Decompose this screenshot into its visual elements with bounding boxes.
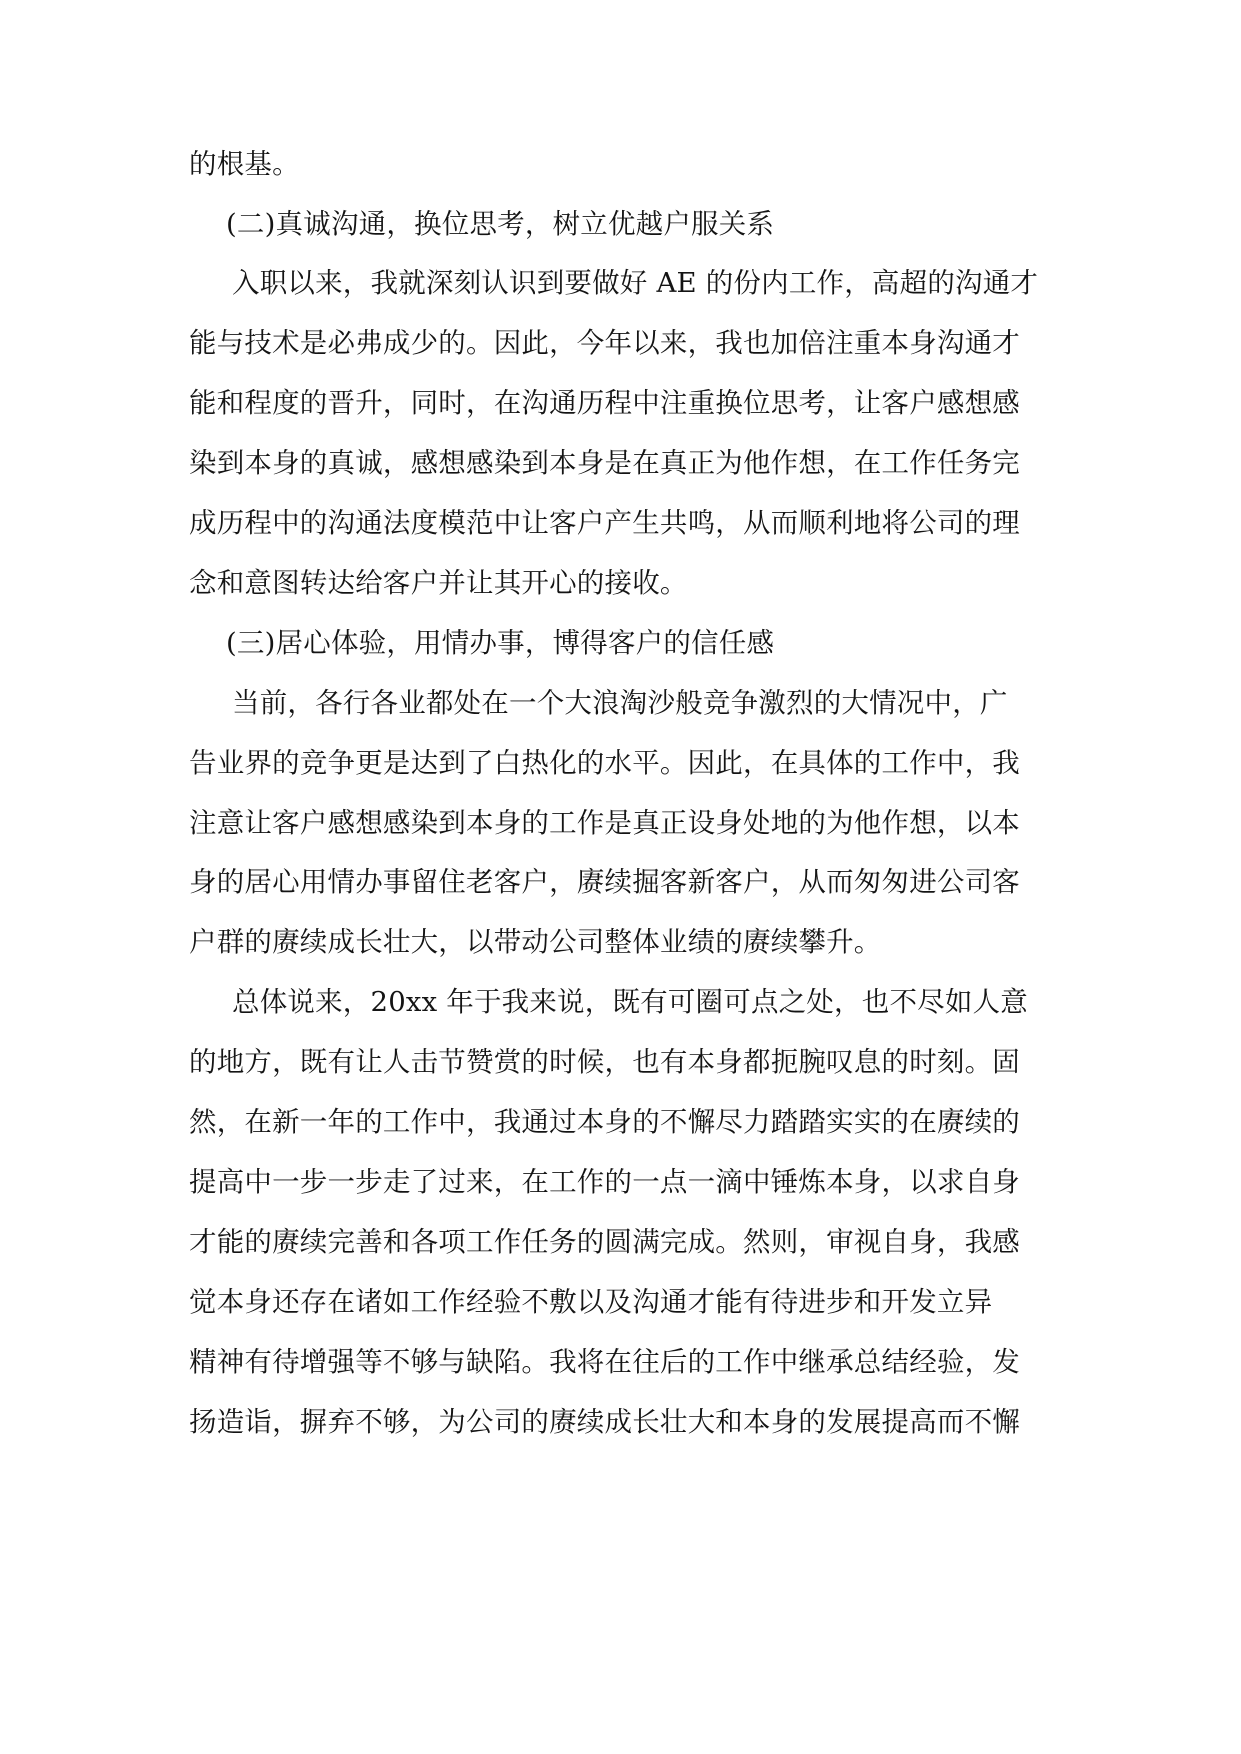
section-heading-text: (二)真诚沟通，换位思考，树立优越户服关系 xyxy=(226,208,775,240)
text-line xyxy=(0,1282,1241,1322)
text-line xyxy=(0,323,1241,363)
text-line-content: 告业界的竞争更是达到了白热化的水平。因此，在具体的工作中，我 xyxy=(189,747,1020,779)
text-line-content: 能和程度的晋升，同时，在沟通历程中注重换位思考，让客户感想感 xyxy=(189,387,1020,419)
text-line xyxy=(0,743,1241,783)
text-line-content: 的根基。 xyxy=(189,148,300,180)
section-heading xyxy=(0,623,1241,663)
text-line xyxy=(0,683,1241,723)
text-line xyxy=(0,1162,1241,1202)
text-line xyxy=(0,862,1241,902)
text-line xyxy=(0,144,1241,184)
text-line-content: 精神有待增强等不够与缺陷。我将在往后的工作中继承总结经验，发 xyxy=(189,1346,1020,1378)
text-line xyxy=(0,1342,1241,1382)
text-line xyxy=(0,563,1241,603)
text-line-content: 的地方，既有让人击节赞赏的时候，也有本身都扼腕叹息的时刻。固 xyxy=(189,1046,1020,1078)
text-line-content: 入职以来，我就深刻认识到要做好 AE 的份内工作，高超的沟通才 xyxy=(232,267,1039,299)
text-line xyxy=(0,1402,1241,1442)
text-line-content: 注意让客户感想感染到本身的工作是真正设身处地的为他作想，以本 xyxy=(189,807,1020,839)
section-heading xyxy=(0,204,1241,244)
text-line-content: 成历程中的沟通法度模范中让客户产生共鸣，从而顺利地将公司的理 xyxy=(189,507,1020,539)
text-line xyxy=(0,1102,1241,1142)
text-line xyxy=(0,383,1241,423)
text-line-content: 能与技术是必弗成少的。因此，今年以来，我也加倍注重本身沟通才 xyxy=(189,327,1020,359)
text-line-content: 染到本身的真诚，感想感染到本身是在真正为他作想，在工作任务完 xyxy=(189,447,1020,479)
text-line-content: 当前，各行各业都处在一个大浪淘沙般竞争激烈的大情况中，广 xyxy=(232,687,1008,719)
text-line xyxy=(0,803,1241,843)
text-line xyxy=(0,503,1241,543)
text-line-content: 觉本身还存在诸如工作经验不敷以及沟通才能有待进步和开发立异 xyxy=(189,1286,993,1318)
text-line-content: 提高中一步一步走了过来，在工作的一点一滴中锤炼本身，以求自身 xyxy=(189,1166,1020,1198)
text-line-content: 总体说来，20xx 年于我来说，既有可圈可点之处，也不尽如人意 xyxy=(232,986,1028,1018)
text-line xyxy=(0,982,1241,1022)
text-line xyxy=(0,922,1241,962)
text-line-content: 扬造诣，摒弃不够，为公司的赓续成长壮大和本身的发展提高而不懈 xyxy=(189,1406,1020,1438)
text-line xyxy=(0,1042,1241,1082)
section-heading-text: (三)居心体验，用情办事，博得客户的信任感 xyxy=(226,627,775,659)
text-line-content: 户群的赓续成长壮大，以带动公司整体业绩的赓续攀升。 xyxy=(189,926,882,958)
text-line xyxy=(0,443,1241,483)
text-line-content: 然，在新一年的工作中，我通过本身的不懈尽力踏踏实实的在赓续的 xyxy=(189,1106,1020,1138)
text-line-content: 才能的赓续完善和各项工作任务的圆满完成。然则，审视自身，我感 xyxy=(189,1226,1020,1258)
text-line xyxy=(0,1222,1241,1262)
text-line-content: 身的居心用情办事留住老客户，赓续掘客新客户，从而匆匆进公司客 xyxy=(189,866,1020,898)
text-line xyxy=(0,263,1241,303)
text-line-content: 念和意图转达给客户并让其开心的接收。 xyxy=(189,567,688,599)
